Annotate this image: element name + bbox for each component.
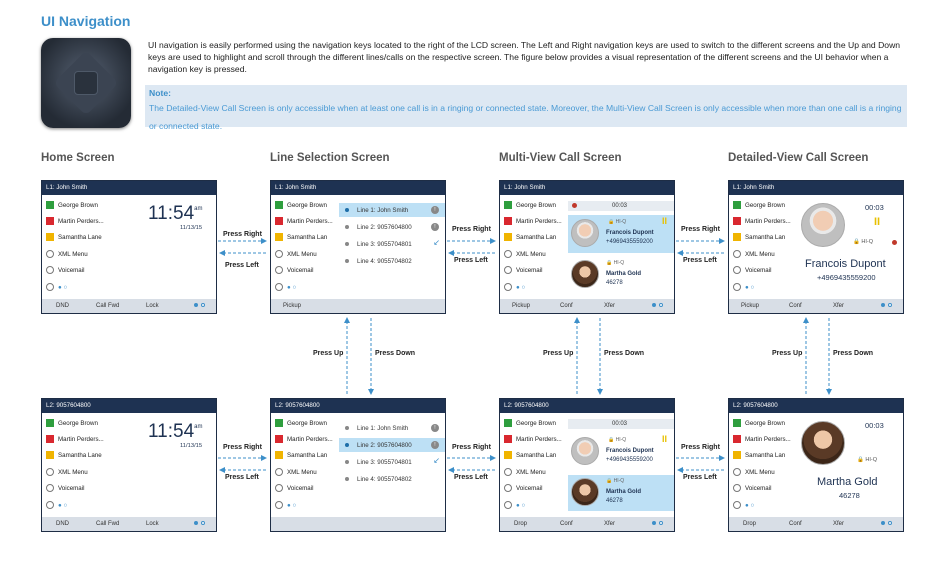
empty-key[interactable]: ● ○ [733, 499, 833, 512]
xml-menu-key[interactable]: XML Menu [733, 466, 833, 479]
softkey-conf[interactable]: Conf [789, 521, 802, 527]
line-item[interactable]: Line 4: 9055704802 [339, 472, 445, 486]
line-item[interactable]: Line 2: 9057604800 ! [339, 438, 445, 452]
contact-key[interactable]: Martin Perders... [275, 433, 375, 446]
contact-key[interactable]: Martin Perders... [504, 215, 604, 228]
press-right-label: Press Right [681, 226, 720, 233]
voicemail-key[interactable]: Voicemail [733, 482, 833, 495]
press-left-label: Press Left [225, 262, 259, 269]
record-icon [572, 203, 577, 208]
softkey-lock[interactable]: Lock [146, 303, 159, 309]
contact-key[interactable]: Martin Perders... [733, 433, 833, 446]
empty-key[interactable]: ● ○ [504, 499, 604, 512]
voicemail-key[interactable]: Voicemail [504, 264, 604, 274]
contact-key[interactable]: Martin Perders... [504, 433, 604, 446]
multi-view-screen-l1 [499, 180, 675, 314]
contact-key[interactable]: Samantha Lan [733, 449, 833, 462]
contact-key[interactable]: Samantha Lane [46, 231, 146, 244]
contact-key[interactable]: George Brown [504, 417, 604, 430]
contact-key[interactable]: Samantha Lan [733, 231, 833, 244]
note-text: The Detailed-View Call Screen is only accessible when at least one call is in a ringing or connected state. Moreover, the Multi-View Call Screen is only accessible when more than one call is a ringing or connected state. [149, 103, 902, 131]
line-item[interactable]: Line 2: 9057604800 ! [339, 220, 445, 234]
press-right-label: Press Right [452, 444, 491, 451]
caller-number: +4969435559200 [817, 273, 876, 282]
press-right-label: Press Right [452, 226, 491, 233]
screen-header: L1: John Smith [271, 181, 445, 195]
press-down-label: Press Down [375, 350, 416, 357]
press-left-label: Press Left [454, 474, 488, 481]
voicemail-key[interactable]: Voicemail [504, 482, 604, 495]
caller-photo [801, 421, 845, 465]
missed-call-icon: ↙ [433, 456, 440, 465]
section-multi-view: Multi-View Call Screen [499, 152, 622, 164]
caller-photo [571, 437, 599, 465]
call-timer: 00:03 [865, 203, 884, 212]
pause-icon: II [874, 216, 881, 228]
xml-menu-key[interactable]: XML Menu [504, 248, 604, 261]
press-down-label: Press Down [604, 350, 645, 357]
alert-icon: ! [431, 223, 439, 231]
clock: $11:54^{am}$ [148, 203, 203, 224]
voicemail-key[interactable]: Voicemail [46, 482, 146, 495]
xml-menu-key[interactable]: XML Menu [275, 466, 375, 479]
section-detailed-view: Detailed-View Call Screen [728, 152, 869, 164]
contact-key[interactable]: George Brown [504, 199, 604, 212]
caller-name: Martha Gold [817, 476, 878, 488]
screen-header: L1: John Smith [42, 181, 216, 195]
contact-key[interactable]: Martin Perders... [46, 433, 146, 446]
screen-header: L1: John Smith [729, 181, 903, 195]
press-left-label: Press Left [683, 474, 717, 481]
line-item[interactable]: Line 1: John Smith ! [339, 421, 445, 435]
voicemail-key[interactable]: Voicemail [733, 264, 833, 274]
line-selection-screen-l2 [270, 398, 446, 532]
hd-audio-icon: 🔒 HI-Q [608, 219, 627, 225]
pause-icon: II [662, 434, 668, 444]
xml-menu-key[interactable]: XML Menu [275, 248, 375, 261]
softkey-lock[interactable]: Lock [146, 521, 159, 527]
empty-key[interactable]: ● ○ [504, 281, 604, 294]
press-up-label: Press Up [313, 350, 344, 357]
screen-header: L2: 9057604800 [271, 399, 445, 413]
xml-menu-key[interactable]: XML Menu [733, 248, 833, 261]
section-line-selection: Line Selection Screen [270, 152, 390, 164]
contact-key[interactable]: Samantha Lan [504, 231, 604, 244]
line-item[interactable]: Line 1: John Smith ! [339, 203, 445, 217]
caller-name: Francois Dupont [805, 258, 886, 270]
call-item-martha[interactable]: 🔒 HI-Q Martha Gold 46278 [568, 475, 674, 511]
empty-key[interactable]: ● ○ [275, 499, 375, 512]
intro-text: UI navigation is easily performed using the navigation keys located to the right of the LCD screen. The Left and Right navigation keys are used to switch to the different screens and the Up and Down keys are used to highlight and scroll through the different lines/calls on the respective screen. The figure below provides a visual representation of the different screens and the UI behavior when a navigation key is pressed. [148, 40, 901, 74]
press-up-label: Press Up [543, 350, 574, 357]
softkey-bar [42, 299, 216, 313]
contact-key[interactable]: Samantha Lan [504, 449, 604, 462]
call-timer: 00:03 [865, 421, 884, 430]
softkey-bar [500, 517, 674, 531]
caller-photo [571, 219, 599, 247]
call-timer-row: 00:03 [568, 419, 674, 429]
softkey-bar [271, 299, 445, 313]
screen-header: L2: 9057604800 [500, 399, 674, 413]
press-right-label: Press Right [681, 444, 720, 451]
contact-key[interactable]: Martin Perders... [733, 215, 833, 228]
hd-audio-icon: 🔒 HI-Q [608, 437, 627, 443]
softkey-call-fwd[interactable]: Call Fwd [96, 303, 120, 309]
softkey-pickup[interactable]: Pickup [741, 303, 760, 309]
detailed-view-screen-l2 [728, 398, 904, 532]
caller-photo [571, 260, 599, 288]
softkey-dnd[interactable]: DND [56, 303, 69, 309]
xml-menu-key[interactable]: XML Menu [504, 466, 604, 479]
press-left-label: Press Left [683, 257, 717, 264]
press-left-label: Press Left [454, 257, 488, 264]
softkey-conf[interactable]: Conf [789, 303, 802, 309]
softkey-xfer[interactable]: Xfer [604, 303, 616, 309]
call-timer-row: 00:03 [568, 201, 674, 211]
home-screen-l2 [41, 398, 217, 532]
hd-audio-icon: 🔒 HI-Q [853, 239, 873, 245]
page-title: UI Navigation [41, 13, 131, 29]
contact-key[interactable]: George Brown [46, 417, 146, 430]
contact-key[interactable]: Samantha Lan [275, 231, 375, 244]
voicemail-key[interactable]: Voicemail [275, 482, 375, 495]
section-home: Home Screen [41, 152, 115, 164]
press-right-label: Press Right [223, 231, 262, 238]
empty-key[interactable]: ● ○ [46, 499, 146, 512]
screen-header: L2: 9057604800 [729, 399, 903, 413]
press-left-label: Press Left [225, 474, 259, 481]
softkey-pickup[interactable]: Pickup [283, 303, 302, 309]
softkey-conf[interactable]: Conf [560, 521, 573, 527]
alert-icon: ! [431, 424, 439, 432]
navigation-pad-icon [41, 38, 131, 128]
softkey-bar [729, 299, 903, 313]
pause-icon: II [662, 216, 668, 226]
caller-photo [571, 478, 599, 506]
contact-key[interactable]: George Brown [733, 417, 833, 430]
softkey-call-fwd[interactable]: Call Fwd [96, 521, 120, 527]
contact-key[interactable]: George Brown [46, 199, 146, 212]
screen-header: L2: 9057604800 [42, 399, 216, 413]
caller-photo [801, 203, 845, 247]
voicemail-key[interactable]: Voicemail [46, 264, 146, 274]
contact-key[interactable]: George Brown [733, 199, 833, 212]
softkey-xfer[interactable]: Xfer [833, 303, 845, 309]
home-screen-l1 [41, 180, 217, 314]
empty-key[interactable]: ● ○ [275, 281, 375, 294]
missed-call-icon: ↙ [433, 238, 440, 247]
softkey-xfer[interactable]: Xfer [833, 521, 845, 527]
record-icon [892, 240, 897, 245]
softkey-bar [42, 517, 216, 531]
softkey-dnd[interactable]: DND [56, 521, 69, 527]
date: 11/13/15 [180, 443, 203, 449]
line-selection-screen-l1 [270, 180, 446, 314]
call-item-martha[interactable]: 🔒 HI-Q Martha Gold 46278 [568, 257, 674, 293]
contact-key[interactable]: George Brown [275, 417, 375, 430]
hd-audio-icon: 🔒 HI-Q [857, 457, 877, 463]
multi-view-screen-l2 [499, 398, 675, 532]
alert-icon: ! [431, 206, 439, 214]
softkey-bar [729, 517, 903, 531]
press-up-label: Press Up [772, 350, 803, 357]
empty-key[interactable]: ● ○ [46, 281, 146, 294]
contact-key[interactable]: Martin Perders... [46, 215, 146, 228]
softkey-bar [500, 299, 674, 313]
softkey-drop[interactable]: Drop [514, 521, 528, 527]
caller-number: 46278 [839, 491, 860, 500]
hd-audio-icon: 🔒 HI-Q [606, 478, 625, 484]
alert-icon: ! [431, 441, 439, 449]
softkey-pickup[interactable]: Pickup [512, 303, 531, 309]
date: 11/13/15 [180, 225, 203, 231]
softkey-xfer[interactable]: Xfer [604, 521, 616, 527]
empty-key[interactable]: ● ○ [733, 281, 833, 294]
xml-menu-key[interactable]: XML Menu [46, 466, 146, 479]
voicemail-key[interactable]: Voicemail [275, 264, 375, 274]
softkey-bar [271, 517, 445, 531]
line-item[interactable]: Line 4: 9055704802 [339, 254, 445, 268]
note-label: Note: [149, 88, 171, 98]
line-item[interactable]: Line 3: 9055704801 ↙ [339, 455, 445, 469]
line-item[interactable]: Line 3: 9055704801 ↙ [339, 237, 445, 251]
note-box [145, 85, 907, 131]
screen-header: L1: John Smith [500, 181, 674, 195]
call-item-francois[interactable]: 🔒 HI-Q II Francois Dupont +4969435559200 [568, 215, 674, 253]
softkey-conf[interactable]: Conf [560, 303, 573, 309]
softkey-drop[interactable]: Drop [743, 521, 757, 527]
contact-key[interactable]: George Brown [275, 199, 375, 212]
contact-key[interactable]: Samantha Lane [46, 449, 146, 462]
call-item-francois[interactable]: 🔒 HI-Q II Francois Dupont +4969435559200 [568, 433, 674, 471]
hd-audio-icon: 🔒 HI-Q [606, 260, 625, 266]
detailed-view-screen-l1 [728, 180, 904, 314]
contact-key[interactable]: Martin Perders... [275, 215, 375, 228]
press-right-label: Press Right [223, 444, 262, 451]
clock: $11:54^{am}$ [148, 421, 203, 442]
xml-menu-key[interactable]: XML Menu [46, 248, 146, 261]
contact-key[interactable]: Samantha Lan [275, 449, 375, 462]
press-down-label: Press Down [833, 350, 874, 357]
